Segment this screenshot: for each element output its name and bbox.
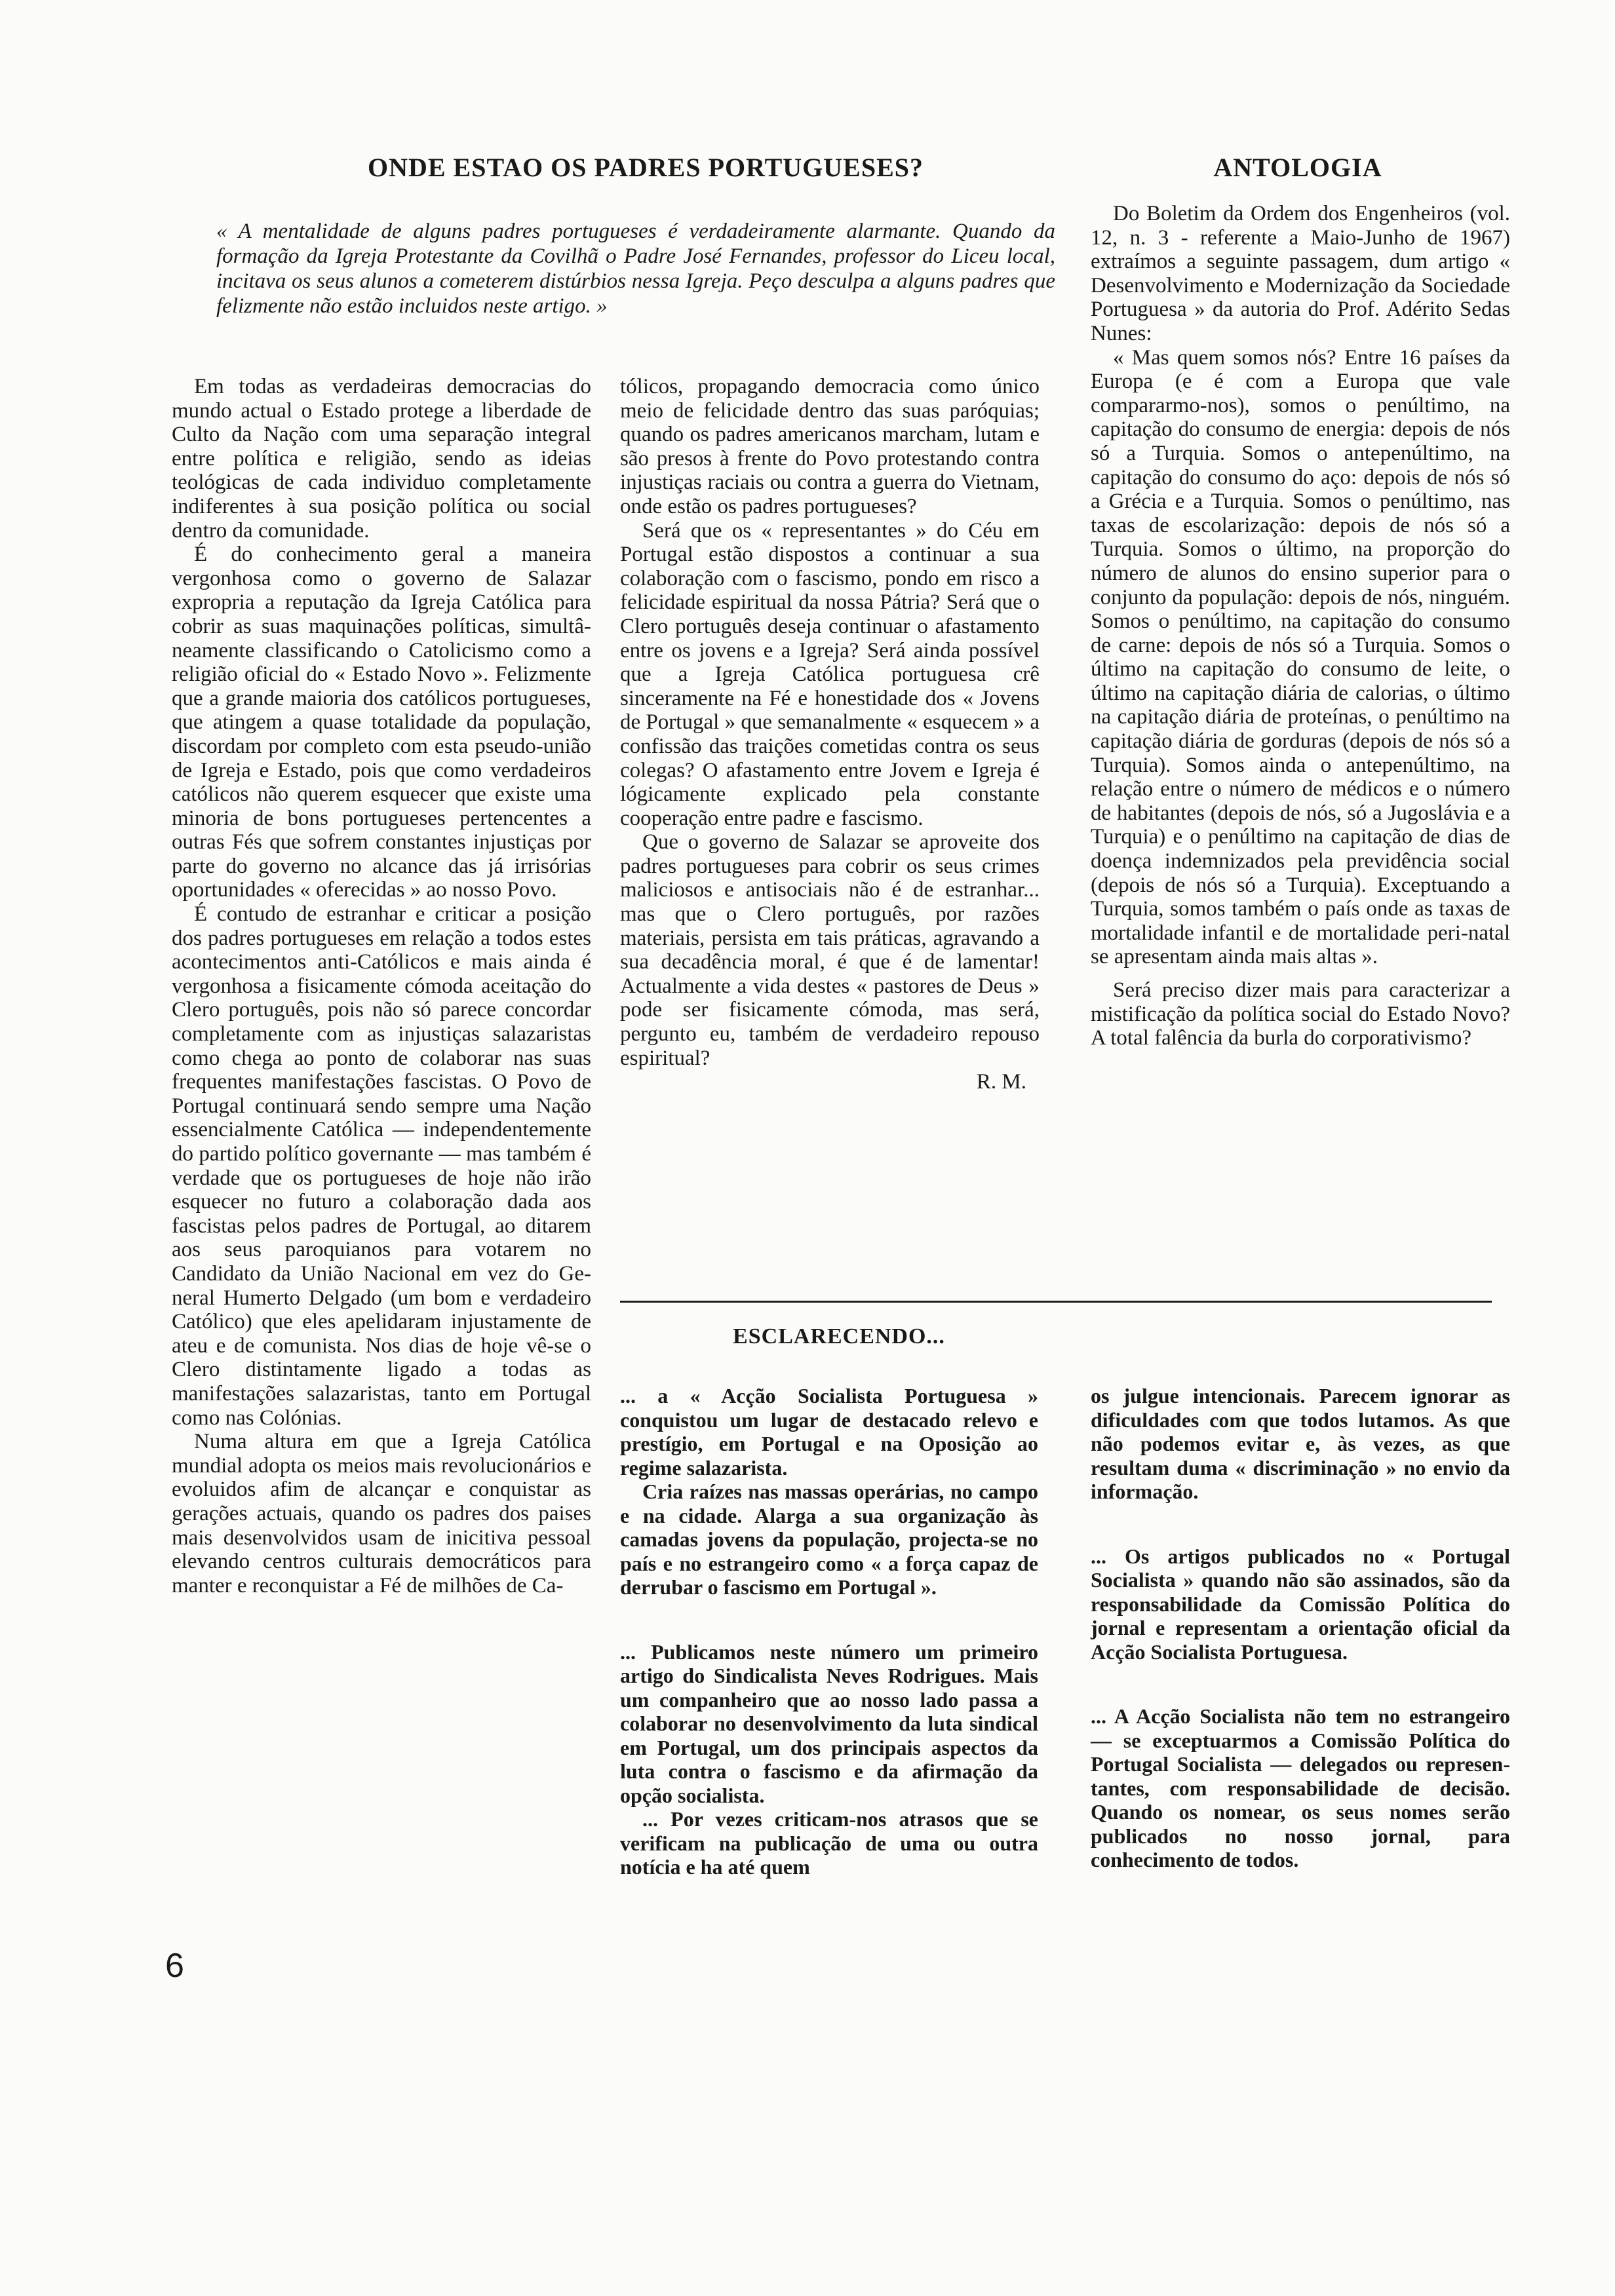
esclarecendo-paragraph: os julgue intencionais. Parecem ignorar as dificuldades com que todos lutamos. As que não podemos evitar e, às vezes, as que resultam duma « discriminação » no envio da informação. <box>1091 1384 1510 1503</box>
esclarecendo-paragraph: ... Os artigos publicados no « Portugal Socialista » quando não são assinados, são da responsabilidade da Comissão Política do jornal e representam a orientação oficial da Acção Socialista Portuguesa. <box>1091 1544 1510 1664</box>
esclarecendo-column-left <box>620 1384 1038 1879</box>
esclarecendo-column-right <box>1091 1384 1510 1872</box>
antologia-column <box>1091 202 1510 1050</box>
article-paragraph: Numa altura em que a Igreja Católica mundial adopta os meios mais revolucionários e evoluidos afim de alcançar e conquistar as gerações actuais, quando os padres dos paises mais desenvolvidos usam de inicitiva pessoal elevando centros culturais democráticos para manter e reconquistar a Fé de milhões de Ca- <box>172 1430 591 1598</box>
article-paragraph: É contudo de estranhar e criticar a posição dos padres portugueses em relação a todos estes acontecimentos anti-Católicos e mais ainda é vergonhosa a fisicamente cómoda aceitação do Clero português, pois não só parece concordar completamente com as injustiças salazaristas como chega ao ponto de colaborar nas suas frequentes manifestações fascistas. O Povo de Portugal continuará sendo sempre uma Nação essencialmente Católica — independentemente do partido político governante — mas também é verdade que os portugueses de hoje não irão esquecer no futuro a colaboração dada aos fascistas pelos padres de Portugal, ao ditarem aos seus paroquianos para votarem no Candidato da União Nacional em vez do General Humerto Delgado (um bom e verdadeiro Católico) que eles apelidaram injustamente de ateu e de comunista. Nos dias de hoje vê-se o Clero distintamente ligado a todas as manifestações salazaristas, tanto em Portugal como nas Colónias. <box>172 902 591 1430</box>
antologia-title: ANTOLOGIA <box>1213 153 1382 182</box>
antologia-quote: « Mas quem somos nós? Entre 16 países da Europa (e é com a Europa que vale compararmo-nos), somos o penúltimo, na capitação do consumo de energia: depois de nós só a Turquia. Somos o antepenúltimo, na capitação do consumo do aço: depois de nós só a Grécia e a Turquia. Somos o penúltimo, nas taxas de escolarização: depois de nós só a Turquia. Somos o último, na proporção do número de alunos do ensino superior para o conjunto da população: depois de nós, ninguém. Somos o penúltimo, na capitação do consumo de carne: depois de nós só a Turquia. Somos o último na capitação do consumo de leite, o último na capitação diária de calorias, o último na capitação diária de proteínas, o penúltimo na capitação diária de gorduras (depois de nós só a Turquia). Somos ainda o antepenúltimo, na relação entre o número de médicos e o número de habitantes (depois de nós, só a Jugoslávia e a Turquia) e o penúltimo na capitação de dias de doença indemnizados pela previdência social (depois de nós só a Turquia). Exceptuando a Turquia, somos também o país onde as taxas de mortalidade infantil e de mortalidade peri-natal se apresentam ainda mais altas ». <box>1091 345 1510 969</box>
section-divider <box>620 1301 1492 1303</box>
page-number: 6 <box>165 1947 184 1985</box>
esclarecendo-paragraph: Cria raízes nas massas operárias, no campo e na cidade. Alarga a sua organização às camadas jovens da população, projecta-se no país e no estrangeiro como « a força capaz de derrubar o fascismo em Portugal ». <box>620 1480 1038 1599</box>
article-column-2 <box>620 375 1040 1094</box>
article-paragraph: Será que os « representantes » do Céu em Portugal estão dispostos a continuar a sua colaboração com o fascismo, pondo em risco a felicidade espiritual da nossa Pátria? Será que o Clero português deseja continuar o afastamento entre os jovens e a Igreja? Será ainda possível que a Igreja Católica portuguesa crê sinceramente na Fé e honestidade dos « Jovens de Portugal » que semanalmente « esquecem » a confissão das traições cometidas contra os seus colegas? O afastamento entre Jovem e Igreja é lógicamente explicado pela constante cooperação entre padre e fascismo. <box>620 518 1040 830</box>
article-intro: « A mentalidade de alguns padres portugueses é verdadeiramente alarmante. Quando da formação da Igreja Protestante da Covilhã o Padre José Fernandes, professor do Liceu local, incitava os seus alunos a cometerem distúrbios nessa Igreja. Peço desculpa a alguns padres que felizmente não estão incluidos neste artigo. » <box>216 220 1055 318</box>
antologia-paragraph: Será preciso dizer mais para caracterizar a mistificação da política social do Estado Novo? A total falência da burla do corporativismo? <box>1091 978 1510 1050</box>
esclarecendo-paragraph: ... Por vezes criticam-nos atrasos que se verificam na publicação de uma ou outra notícia e ha até quem <box>620 1807 1038 1879</box>
esclarecendo-paragraph: ... A Acção Socialista não tem no estrangeiro — se exceptuarmos a Comissão Política do Portugal Socialista — delegados ou representantes, com responsabilidade de decisão. Quando os nomear, os seus nomes serão publicados no nosso jornal, para conhecimento de todos. <box>1091 1704 1510 1871</box>
article-paragraph: Que o governo de Salazar se aproveite dos padres portugueses para cobrir os seus crimes maliciosos e antisociais não é de estranhar... mas que o Clero português, por razões materiais, persista em tais práticas, agravando a sua decadência moral, é que é de lamentar! Actualmente a vida destes « pastores de Deus » pode ser fisicamente cómoda, mas será, pergunto eu, também de verdadeiro repouso espiritual? <box>620 830 1040 1070</box>
article-column-1 <box>172 375 591 1598</box>
antologia-paragraph: Do Boletim da Ordem dos Engenheiros (vol. 12, n. 3 - referente a Maio-Junho de 1967) extraímos a seguinte passagem, dum artigo « Desenvolvimento e Modernização da Sociedade Portuguesa » da autoria do Prof. Adérito Sedas Nunes: <box>1091 202 1510 345</box>
esclarecendo-paragraph: ... a « Acção Socialista Portuguesa » conquistou um lugar de destacado relevo e prestígio, em Portugal e na Oposição ao regime salazarista. <box>620 1384 1038 1480</box>
article-paragraph: tólicos, propagando democracia como único meio de felicidade dentro das suas paróquias; quando os padres americanos marcham, lutam e são presos à frente do Povo protestando contra injustiças raciais ou contra a guerra do Vietnam, onde estão os padres portugueses? <box>620 375 1040 518</box>
article-paragraph: Em todas as verdadeiras democracias do mundo actual o Estado protege a liberdade de Culto da Nação com uma separação integral entre política e religião, sendo as ideias teológicas de cada individuo completamente indiferentes à sua posição política ou social dentro da comunidade. <box>172 375 591 543</box>
esclarecendo-title: ESCLARECENDO... <box>733 1324 945 1349</box>
article-paragraph: É do conhecimento geral a maneira vergonhosa como o governo de Salazar expropria a reputação da Igreja Católica para cobrir as suas maquinações políticas, simultâneamente classificando o Catolicismo como a religião oficial do « Estado Novo ». Felizmente que a grande maioria dos católicos portugueses, que atingem a quase totalidade da população, discordam por completo com esta pseudo-união de Igreja e Estado, pois que como verdadeiros católicos não querem esquecer que existe uma minoria de bons portugueses pertencentes a outras Fés que sofrem constantes injustiças por parte do governo no alcance das já irrisórias oportunidades « oferecidas » ao nosso Povo. <box>172 543 591 902</box>
article-title: ONDE ESTAO OS PADRES PORTUGUESES? <box>367 153 924 182</box>
article-signature: R. M. <box>976 1070 1026 1094</box>
esclarecendo-paragraph: ... Publicamos neste número um primeiro artigo do Sindicalista Neves Rodrigues. Mais um companheiro que ao nosso lado passa a colaborar no desenvolvimento da luta sindical em Portugal, um dos principais aspectos da luta contra o fascismo e da afirmação da opção socialista. <box>620 1639 1038 1807</box>
